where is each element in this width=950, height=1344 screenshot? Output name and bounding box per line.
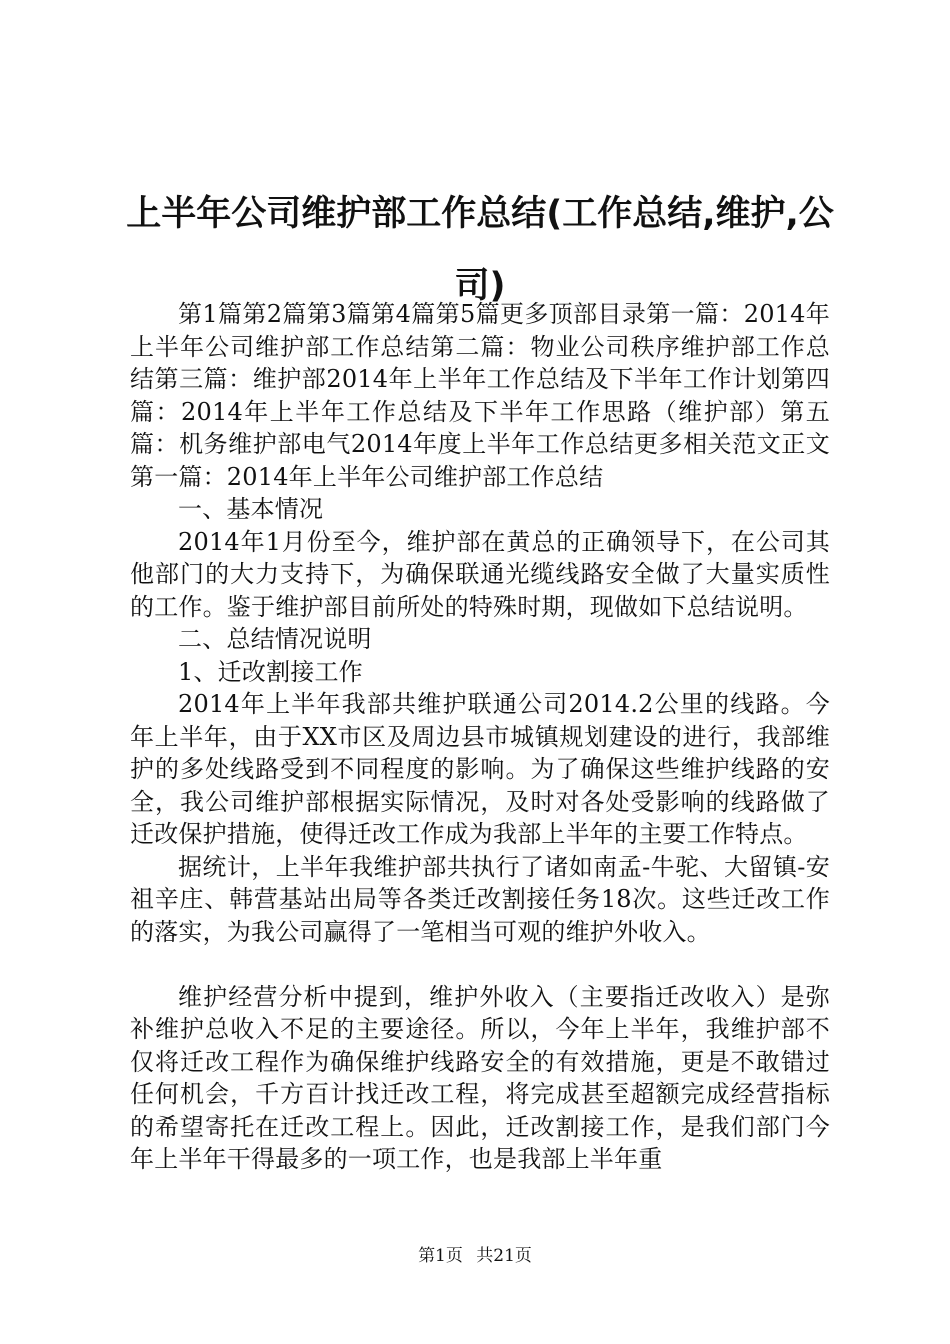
subsection-heading: 1、迁改割接工作 bbox=[178, 657, 363, 686]
document-body bbox=[130, 298, 830, 1176]
document-title: 上半年公司维护部工作总结(工作总结,维护,公司) bbox=[126, 194, 834, 306]
page-number: 第1页 bbox=[418, 1246, 463, 1266]
section-heading-summary: 二、总结情况说明 bbox=[178, 625, 372, 653]
section-heading-basic: 一、基本情况 bbox=[178, 495, 324, 523]
body-paragraph: 2014年上半年我部共维护联通公司2014.2公里的线路。今年上半年，由于XX市区及周边县市城镇规划建设的进行，我部维护的多处线路受到不同程度的影响。为了确保这些维护线路的安全，我公司维护部根据实际情况，及时对各处受影响的线路做了迁改保护措施，使得迁改工作成为我部上半年的主要工作特点。 bbox=[130, 690, 830, 848]
page-footer bbox=[0, 1244, 950, 1268]
toc-paragraph: 第1篇第2篇第3篇第4篇第5篇更多顶部目录第一篇：2014年上半年公司维护部工作总结第二篇：物业公司秩序维护部工作总结第三篇：维护部2014年上半年工作总结及下半年工作计划第四篇：2014年上半年工作总结及下半年工作思路（维护部）第五篇：机务维护部电气2014年度上半年工作总结更多相关范文正文第一篇：2014年上半年公司维护部工作总结 bbox=[130, 300, 830, 491]
body-paragraph: 维护经营分析中提到，维护外收入（主要指迁改收入）是弥补维护总收入不足的主要途径。所以，今年上半年，我维护部不仅将迁改工程作为确保维护线路安全的有效措施，更是不敢错过任何机会，千方百计找迁改工程，将完成甚至超额完成经营指标的希望寄托在迁改工程上。因此，迁改割接工作，是我们部门今年上半年干得最多的一项工作，也是我部上半年重 bbox=[130, 982, 830, 1173]
body-paragraph: 2014年1月份至今，维护部在黄总的正确领导下，在公司其他部门的大力支持下，为确保联通光缆线路安全做了大量实质性的工作。鉴于维护部目前所处的特殊时期，现做如下总结说明。 bbox=[130, 527, 830, 621]
body-paragraph: 据统计，上半年我维护部共执行了诸如南孟-牛驼、大留镇-安祖辛庄、韩营基站出局等各类迁改割接任务18次。这些迁改工作的落实，为我公司赢得了一笔相当可观的维护外收入。 bbox=[130, 852, 830, 946]
paragraph-spacer bbox=[130, 948, 830, 981]
page-total: 共21页 bbox=[476, 1246, 532, 1266]
